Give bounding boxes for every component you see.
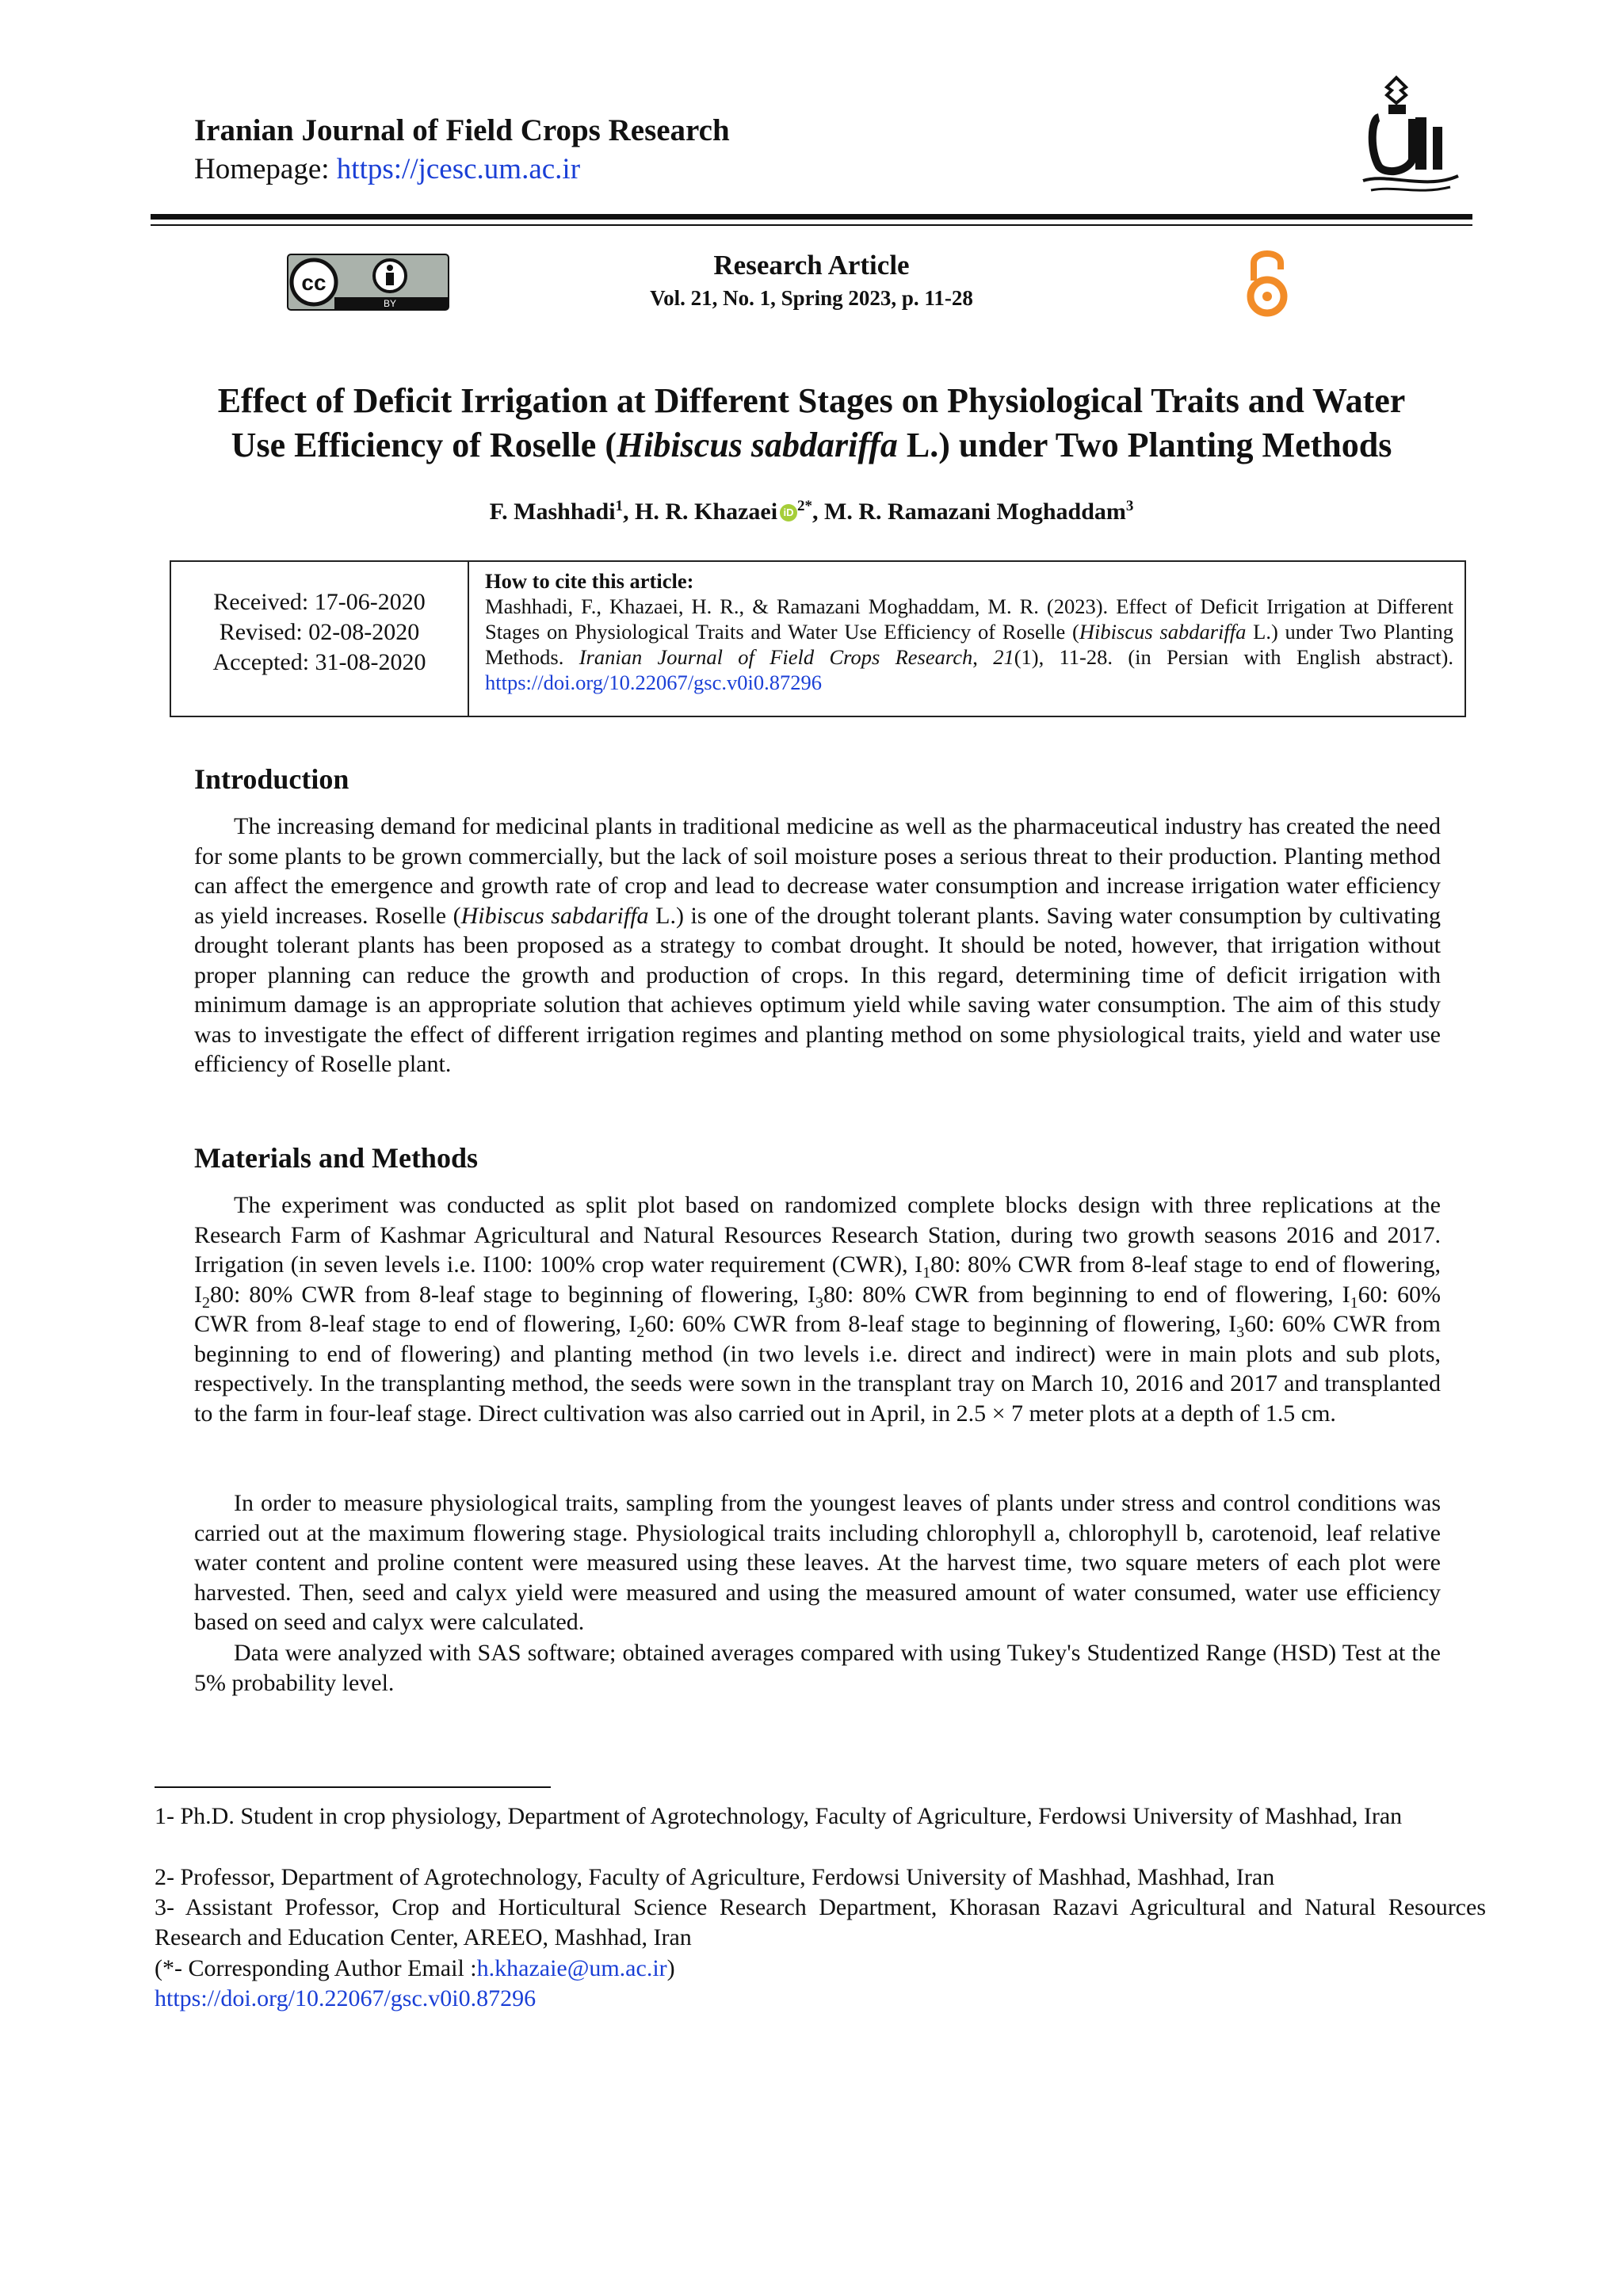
- title-line-1: Effect of Deficit Irrigation at Different Stages on Physiological Traits and Water: [217, 381, 1406, 420]
- introduction-heading: Introduction: [194, 763, 349, 795]
- author-1: F. Mashhadi: [489, 499, 616, 525]
- title-species: Hibiscus sabdariffa: [616, 426, 898, 464]
- footnote-rule: [155, 1786, 551, 1788]
- homepage-label: Homepage:: [194, 153, 330, 185]
- article-type: Research Article: [713, 250, 910, 281]
- orcid-icon[interactable]: iD: [780, 504, 797, 521]
- submission-dates: [171, 587, 468, 678]
- methods-paragraph-2: In order to measure physiological traits, sampling from the youngest leaves of plants under stress and control conditions was carried out at the maximum flowering stage. Physiological traits including chlorophyll a, chlorophyll b, carotenoid, leaf relative water content and proline content were measured using these leaves. At the harvest time, two square meters of each plot were harvested. Then, seed and calyx yield were measured and using the measured amount of water consumed, water use efficiency based on seed and calyx were calculated.: [194, 1490, 1441, 1635]
- footnote-2: 2- Professor, Department of Agrotechnology, Faculty of Agriculture, Ferdowsi University of Mashhad, Mashhad, Iran: [155, 1864, 1275, 1890]
- methods-heading: Materials and Methods: [194, 1142, 478, 1174]
- homepage-link[interactable]: https://jcesc.um.ac.ir: [336, 153, 581, 185]
- open-access-icon: [1244, 246, 1290, 319]
- methods-paragraph-1: The experiment was conducted as split plot based on randomized complete blocks design with three replications at the Research Farm of Kashmar Agricultural and Natural Resources Research Station, during two growth seasons 2016 and 2017. Irrigation (in seven levels i.e. I100: 100% crop water requirement (CWR), $I_180$: 80% CWR from 8-leaf stage to end of flowering, $I_280$: 80% CWR from 8-leaf stage to beginning of flowering, $I_380$: 80% CWR from beginning to end of flowering, $I_160$: 60% CWR from 8-leaf stage to end of flowering, $I_260$: 60% CWR from 8-leaf stage to beginning of flowering, $I_360$: 60% CWR from beginning to end of flowering) and planting method (in two levels i.e. direct and indirect) were in main plots and sub plots, respectively. In the transplanting method, the seeds were sown in the transplant tray on March 10, 2016 and 2017 and transplanted to the farm in four-leaf stage. Direct cultivation was also carried out in April, in 2.5 × 7 meter plots at a depth of 1.5 cm.: [194, 1192, 1441, 1427]
- footnote-1: 1- Ph.D. Student in crop physiology, Department of Agrotechnology, Faculty of Agriculture, Ferdowsi University of Mashhad, Iran: [155, 1803, 1403, 1829]
- author-3: , M. R. Ramazani Moghaddam: [812, 499, 1126, 525]
- received-date: Received: 17-06-2020: [213, 589, 426, 615]
- how-to-cite-heading: How to cite this article:: [485, 569, 694, 593]
- footnote-3: 3- Assistant Professor, Crop and Horticultural Science Research Department, Khorasan Razavi Agricultural and Natural Resources Research and Education Center, AREEO, Mashhad, Iran: [155, 1894, 1486, 1950]
- how-to-cite: [485, 568, 1453, 695]
- introduction-paragraph: The increasing demand for medicinal plants in traditional medicine as well as the pharmaceutical industry has created the need for some plants to be grown commercially, but the lack of soil moisture poses a serious threat to their production. Planting method can affect the emergence and growth rate of crop and lead to decrease water consumption and increase irrigation water efficiency as yield increases. Roselle (Hibiscus sabdariffa L.) is one of the drought tolerant plants. Saving water consumption by cultivating drought tolerant plants has been proposed as a strategy to combat drought. It should be noted, however, that irrigation without proper planning can reduce the growth and production of crops. In this regard, determining time of deficit irrigation with minimum damage is an appropriate solution that achieves optimum yield while saving water consumption. The aim of this study was to investigate the effect of different irrigation regimes and planting method on some physiological traits, yield and water use efficiency of Roselle plant.: [194, 813, 1442, 1077]
- header-rule-thin: [151, 224, 1472, 226]
- footer-doi: [155, 1984, 1486, 2014]
- university-logo: [1339, 71, 1478, 202]
- paper-title: [127, 379, 1496, 468]
- citation-box: [170, 560, 1466, 717]
- methods-paragraph-3: Data were analyzed with SAS software; obtained averages compared with using Tukey's Studentized Range (HSD) Test at the 5% probability level.: [194, 1640, 1441, 1696]
- volume-info: Vol. 21, No. 1, Spring 2023, p. 11-28: [650, 286, 973, 310]
- author-2: , H. R. Khazaei: [623, 499, 778, 525]
- footer-doi-link[interactable]: https://doi.org/10.22067/gsc.v0i0.87296: [155, 1985, 537, 2011]
- revised-date: Revised: 02-08-2020: [219, 619, 420, 645]
- homepage-line: [194, 152, 580, 186]
- title-line-2: Use Efficiency of Roselle (Hibiscus sabdariffa L.) under Two Planting Methods: [231, 426, 1392, 464]
- citation-text: Mashhadi, F., Khazaei, H. R., & Ramazani Moghaddam, M. R. (2023). Effect of Deficit Irrigation at Different Stages on Physiological Traits and Water Use Efficiency of Roselle (Hibiscus sabdariffa L.) under Two Planting Methods. Iranian Journal of Field Crops Research, 21(1), 11-28. (in Persian with English abstract). https://doi.org/10.22067/gsc.v0i0.87296: [485, 594, 1453, 694]
- corresponding-author: (*- Corresponding Author Email :h.khazaie@um.ac.ir): [155, 1955, 675, 1981]
- author-list: F. Mashhadi$^1$, H. R. Khazaei iD $^{2*}$, M. R. Ramazani Moghaddam$^3$: [489, 498, 1134, 525]
- corresponding-email-link[interactable]: h.khazaie@um.ac.ir: [476, 1955, 667, 1981]
- svg-text:BY: BY: [383, 298, 397, 309]
- header-rule-thick: [151, 214, 1472, 220]
- citation-doi-link[interactable]: https://doi.org/10.22067/gsc.v0i0.87296: [485, 670, 822, 694]
- journal-title: Iranian Journal of Field Crops Research: [194, 113, 730, 147]
- accepted-date: Accepted: 31-08-2020: [212, 649, 426, 675]
- citation-box-divider: [468, 562, 469, 716]
- svg-text:cc: cc: [301, 270, 327, 295]
